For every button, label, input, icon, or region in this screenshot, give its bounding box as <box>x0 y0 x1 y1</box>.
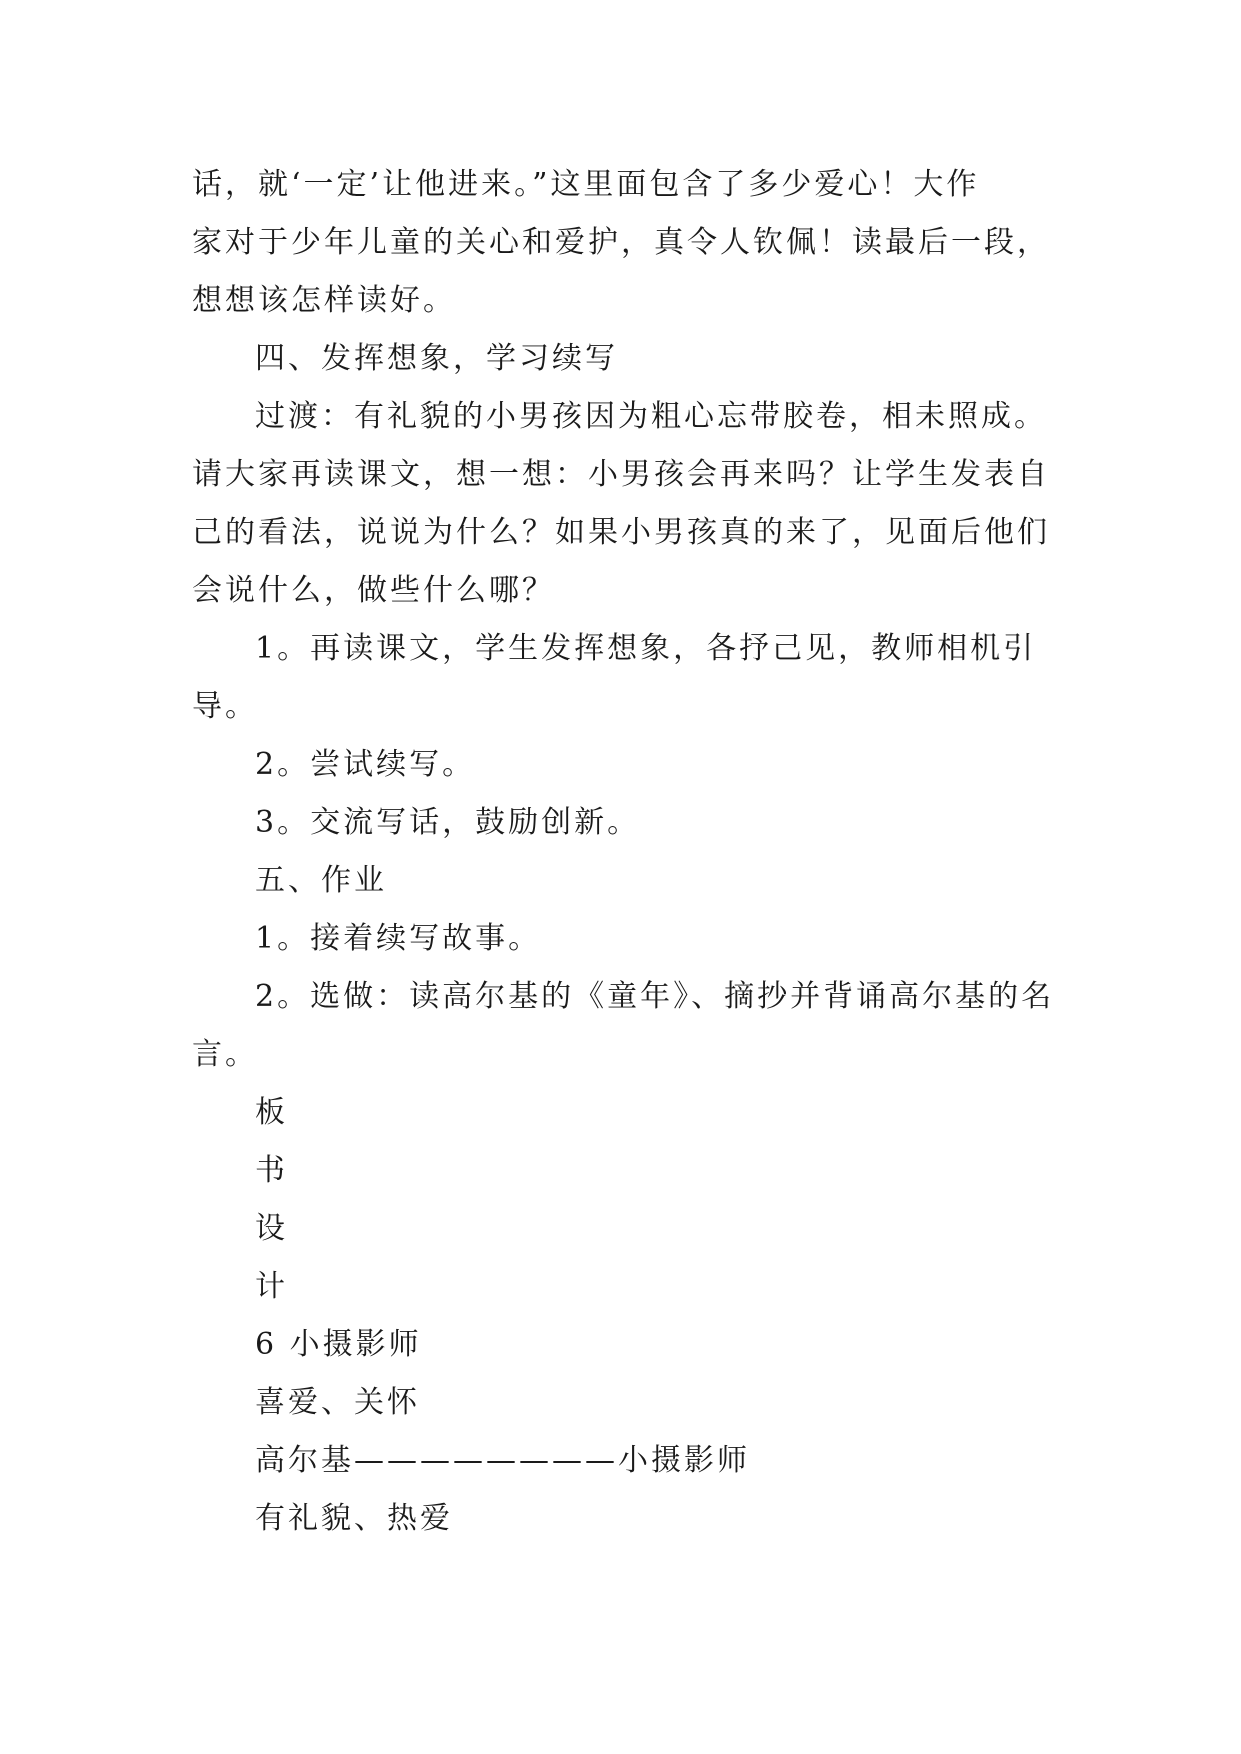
paragraph-line: 过渡：有礼貌的小男孩因为粗心忘带胶卷，相未照成。 <box>255 399 1047 434</box>
board-design-label-char: 书 <box>255 1153 288 1188</box>
list-item-continuation: 导。 <box>192 689 258 724</box>
board-design-line: 喜爱、关怀 <box>255 1385 420 1420</box>
board-design-line: 高尔基————————小摄影师 <box>255 1443 750 1478</box>
section-heading: 四、发挥想象，学习续写 <box>255 341 618 376</box>
board-design-line: 有礼貌、热爱 <box>255 1501 453 1536</box>
paragraph-line: 话，就‘一定’让他进来。”这里面包含了多少爱心！大作 <box>192 167 980 202</box>
section-heading: 五、作业 <box>255 863 387 898</box>
paragraph-line: 己的看法，说说为什么？如果小男孩真的来了，见面后他们 <box>192 515 1050 550</box>
list-item: 3。交流写话，鼓励创新。 <box>255 805 641 840</box>
list-item: 1。接着续写故事。 <box>255 921 542 956</box>
list-item: 1。再读课文，学生发挥想象，各抒己见，教师相机引 <box>255 631 1037 666</box>
document-body <box>192 156 1055 1548</box>
paragraph-line: 请大家再读课文，想一想：小男孩会再来吗？让学生发表自 <box>192 457 1050 492</box>
board-design-label-char: 设 <box>255 1211 288 1246</box>
list-item: 2。尝试续写。 <box>255 747 476 782</box>
board-design-title: 6 小摄影师 <box>255 1327 422 1362</box>
board-design-label-char: 板 <box>255 1095 288 1130</box>
board-design-label-char: 计 <box>255 1269 288 1304</box>
paragraph-line: 会说什么，做些什么哪？ <box>192 573 555 608</box>
paragraph-line: 想想该怎样读好。 <box>192 283 456 318</box>
list-item-continuation: 言。 <box>192 1037 258 1072</box>
paragraph-line: 家对于少年儿童的关心和爱护，真令人钦佩！读最后一段， <box>192 225 1050 260</box>
list-item: 2。选做：读高尔基的《童年》、摘抄并背诵高尔基的名 <box>255 979 1055 1014</box>
